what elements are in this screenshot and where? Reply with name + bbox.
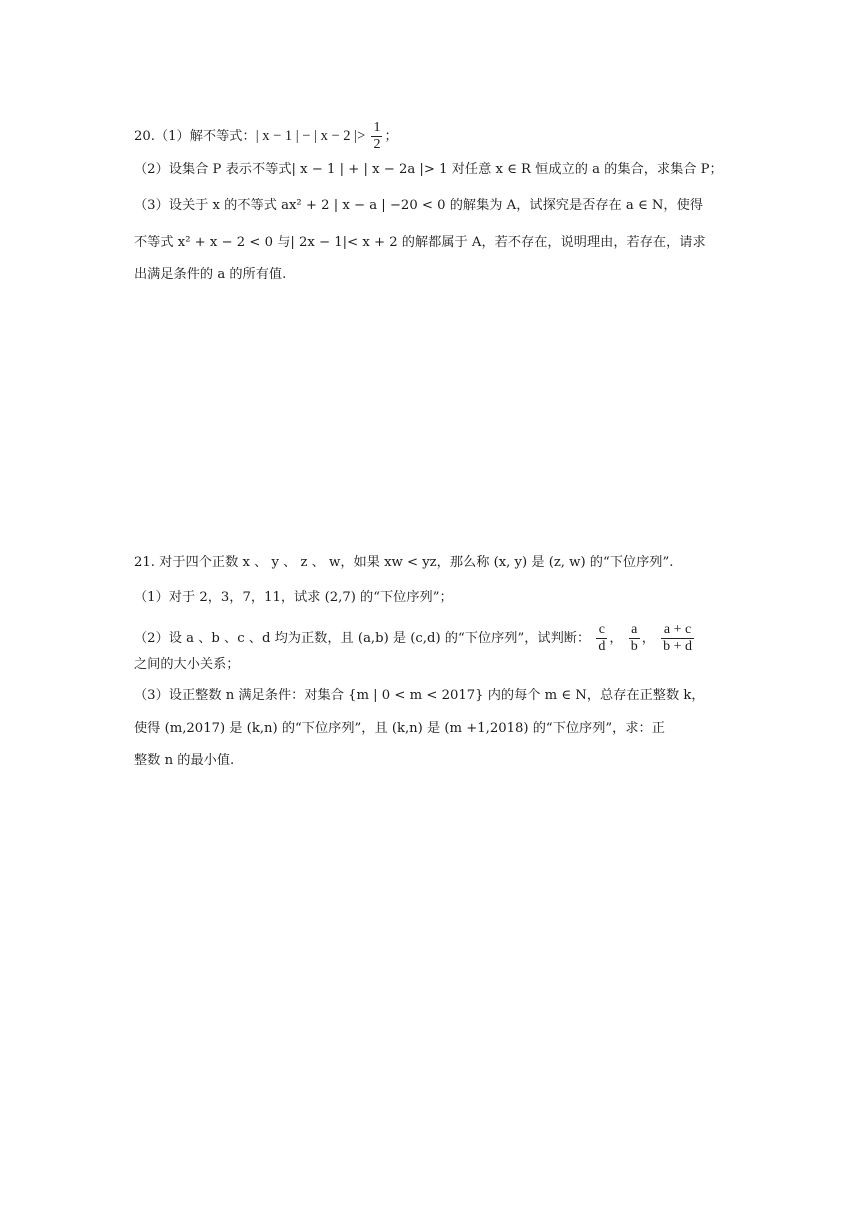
frac-den: d [598,639,606,654]
q21-fraction-a-b [629,622,640,655]
q20-part2: （2）设集合 P 表示不等式| x − 1 | + | x − 2a |> 1 对任意 x ∈ R 恒成立的 a 的集合，求集合 P； [134,162,723,177]
q21-part1: （1）对于 2，3，7，11，试求 (2,7) 的“下位序列”； [134,590,453,605]
sep: ， [641,631,655,646]
q20-fraction-half [371,120,382,153]
frac-num: a + c [663,622,692,637]
q20-frac-num: 1 [373,120,381,135]
q21-part2-text: （2）设 a 、b 、c 、d 均为正数，且 (a,b) 是 (c,d) 的“下位序列”，试判断： [134,631,591,646]
frac-den: b + d [663,639,693,654]
q21-fraction-c-d [596,622,607,655]
frac-den: b [630,639,638,654]
q20-line-1 [134,120,398,153]
frac-num: a [631,622,638,637]
q21-part3-line3: 整数 n 的最小值. [134,753,235,768]
q20-frac-den: 2 [373,137,381,152]
q21-part3-line2: 使得 (m,2017) 是 (k,n) 的“下位序列”，且 (k,n) 是 (m +1,2018) 的“下位序列”，求：正 [134,721,665,736]
q20-intro: 20.（1）解不等式： [134,129,256,144]
q21-part2-line2: 之间的大小关系； [134,657,240,672]
frac-num: c [598,622,605,637]
sep: ， [609,631,623,646]
q20-end: ； [384,129,398,144]
q20-part3-line3: 出满足条件的 a 的所有值. [134,267,287,282]
q21-fraction-sum [661,622,694,655]
q20-part3-line2: 不等式 x² + x − 2 < 0 与| 2x − 1|< x + 2 的解都属于 A，若不存在，说明理由，若存在，请求 [134,235,706,250]
q21-intro: 21. 对于四个正数 x 、 y 、 z 、 w，如果 xw < yz，那么称 (x, y) 是 (z, w) 的“下位序列”. [134,555,674,570]
q20-part3-line1: （3）设关于 x 的不等式 ax² + 2 | x − a | −20 < 0 的解集为 A，试探究是否存在 a ∈ N，使得 [134,198,703,213]
q21-part3-line1: （3）设正整数 n 满足条件：对集合 {m | 0 < m < 2017} 内的每个 m ∈ N，总存在正整数 k， [134,688,705,703]
q20-inequality: | x − 1 | − | x − 2 |> [255,128,366,144]
q21-part2-line1 [134,622,696,655]
